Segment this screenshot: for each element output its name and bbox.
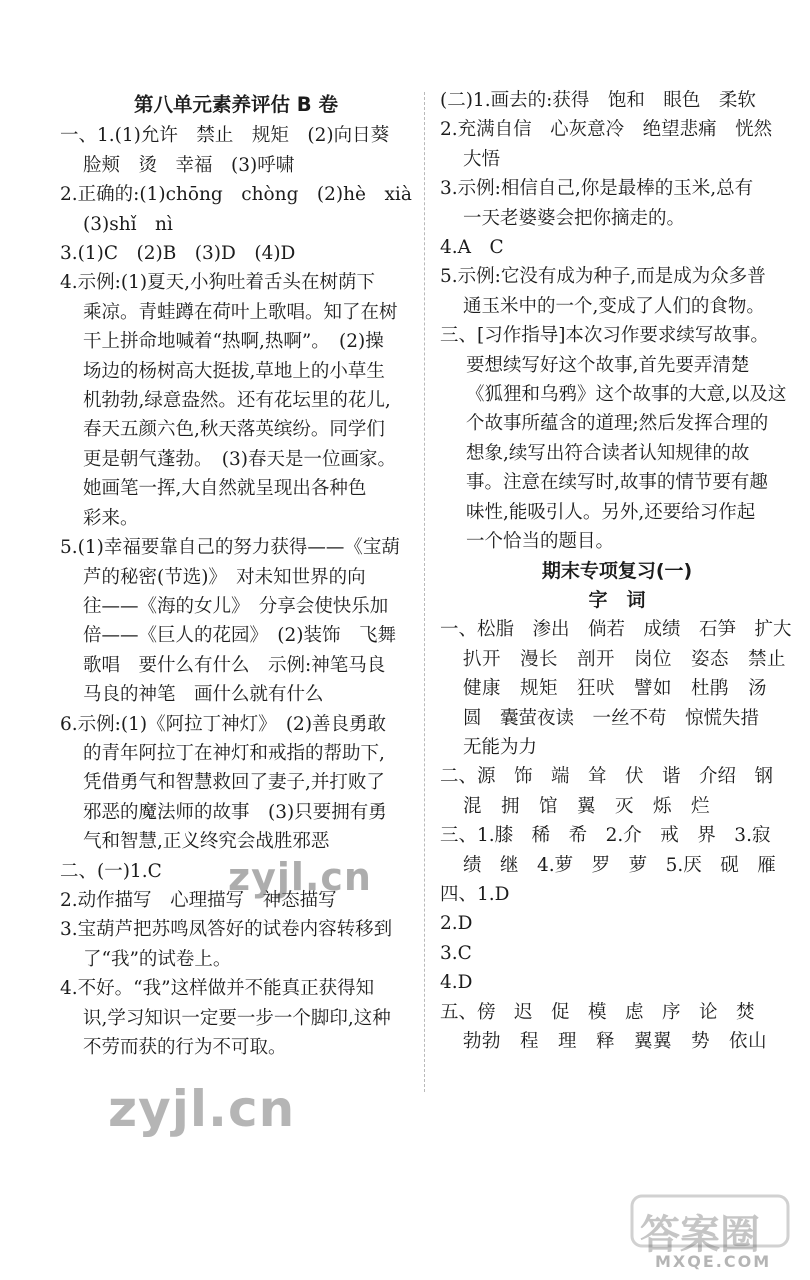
answer-line: (3)shǐ nì xyxy=(83,213,173,235)
answer-line: 春天五颜六色,秋天落英缤纷。同学们 xyxy=(83,419,385,441)
answer-line: 马良的神笔 画什么就有什么 xyxy=(83,684,324,706)
answer-line: 事。注意在续写时,故事的情节要有趣 xyxy=(466,472,768,494)
answer-line: 的青年阿拉丁在神灯和戒指的帮助下, xyxy=(83,742,385,764)
answer-line: 一天老婆婆会把你摘走的。 xyxy=(463,207,686,229)
answer-line: 芦的秘密(节选)》 对未知世界的向 xyxy=(83,566,366,588)
answer-line: 三、[习作指导]本次习作要求续写故事。 xyxy=(440,325,769,347)
answer-line: 4.不好。“我”这样做并不能真正获得知 xyxy=(60,978,375,1000)
answer-line: 2.正确的:(1)chōng chòng (2)hè xià xyxy=(60,184,412,206)
answer-line: 邪恶的魔法师的故事 (3)只要拥有勇 xyxy=(83,801,387,823)
answer-line: 5.(1)幸福要靠自己的努力获得——《宝葫 xyxy=(60,537,400,559)
answer-line: 3.(1)C (2)B (3)D (4)D xyxy=(60,243,296,265)
answer-line: 四、1.D xyxy=(440,883,510,905)
answer-line: 2.充满自信 心灰意冷 绝望悲痛 恍然 xyxy=(440,119,773,141)
answer-line: 2.D xyxy=(440,913,473,935)
watermark-text: zyjl.cn xyxy=(228,855,372,899)
answer-line: 勃勃 程 理 释 翼翼 势 依山 xyxy=(463,1031,768,1052)
answer-line: 《狐狸和乌鸦》这个故事的大意,以及这 xyxy=(466,384,787,406)
answer-line: 通玉米中的一个,变成了人们的食物。 xyxy=(463,295,765,317)
watermark-logo-text: 答案圈 xyxy=(640,1212,760,1258)
answer-line: 4.示例:(1)夏天,小狗吐着舌头在树荫下 xyxy=(60,272,375,294)
answer-line: 彩来。 xyxy=(83,507,139,529)
answer-line: 3.示例:相信自己,你是最棒的玉米,总有 xyxy=(440,178,754,200)
answer-line: 二、源 饰 端 耸 伏 谐 介绍 钢 xyxy=(440,766,774,788)
answer-line: 五、傍 迟 促 模 虑 序 论 焚 xyxy=(440,1001,755,1023)
answer-line: 识,学习知识一定要一步一个脚印,这种 xyxy=(83,1007,391,1029)
answer-line: 5.示例:它没有成为种子,而是成为众多普 xyxy=(440,266,766,288)
answer-line: 混 拥 馆 翼 灭 烁 烂 xyxy=(463,795,711,817)
answer-line: 味性,能吸引人。另外,还要给习作起 xyxy=(466,501,756,523)
answer-line: 4.A C xyxy=(440,237,504,259)
answer-line: 歌唱 要什么有什么 示例:神笔马良 xyxy=(83,654,386,676)
answer-line: 二、(一)1.C xyxy=(60,860,162,882)
answer-line: 不劳而获的行为不可取。 xyxy=(83,1037,287,1058)
answer-line: 4.D xyxy=(440,972,473,994)
answer-line: 要想续写好这个故事,首先要弄清楚 xyxy=(466,354,750,376)
page-title: 第八单元素养评估 B 卷 xyxy=(134,93,338,116)
answer-line: (二)1.画去的:获得 饱和 眼色 柔软 xyxy=(440,90,756,111)
answer-line: 健康 规矩 狂吠 譬如 杜鹃 汤 xyxy=(463,678,768,700)
answer-line: 绩 继 4.萝 罗 萝 5.厌 砚 雁 xyxy=(463,854,776,876)
answer-line: 个故事所蕴含的道理;然后发挥合理的 xyxy=(466,413,769,435)
column-divider xyxy=(424,92,425,1092)
answer-line: 乘凉。青蛙蹲在荷叶上歌唱。知了在树 xyxy=(83,301,398,323)
section-title: 期末专项复习(一) xyxy=(541,559,693,582)
watermark-text: zyjl.cn xyxy=(108,1080,296,1138)
answer-line: 想象,续写出符合读者认知规律的故 xyxy=(466,442,750,464)
answer-line: 无能为力 xyxy=(463,736,538,758)
answer-line: 一、松脂 渗出 倘若 成绩 石笋 扩大 xyxy=(440,619,792,641)
answer-line: 机勃勃,绿意盎然。还有花坛里的花儿, xyxy=(83,390,391,412)
answer-line: 往——《海的女儿》 分享会使快乐加 xyxy=(83,595,389,617)
answer-line: 一个恰当的题目。 xyxy=(466,531,615,553)
watermark-logo-url: MXQE.COM xyxy=(655,1252,772,1271)
right-column xyxy=(440,86,794,1056)
answer-line: 扒开 漫长 剖开 岗位 姿态 禁止 xyxy=(463,648,787,670)
answer-line: 3.C xyxy=(440,942,472,964)
answer-line: 三、1.膝 稀 希 2.介 戒 界 3.寂 xyxy=(440,825,771,847)
left-column xyxy=(60,86,412,1062)
answer-line: 了“我”的试卷上。 xyxy=(83,948,232,970)
answer-line: 她画笔一挥,大自然就呈现出各种色 xyxy=(83,478,367,500)
answer-line: 气和智慧,正义终究会战胜邪恶 xyxy=(83,831,330,853)
answer-line: 凭借勇气和智慧救回了妻子,并打败了 xyxy=(83,772,385,794)
answer-line: 大悟 xyxy=(463,148,501,170)
answer-line: 2.动作描写 心理描写 神态描写 xyxy=(60,889,337,911)
answer-line: 一、1.(1)允许 禁止 规矩 (2)向日葵 xyxy=(60,125,390,147)
answer-line: 6.示例:(1)《阿拉丁神灯》 (2)善良勇敢 xyxy=(60,713,387,735)
answer-line: 圆 囊萤夜读 一丝不苟 惊慌失措 xyxy=(463,707,760,729)
answer-line: 脸颊 烫 幸福 (3)呼啸 xyxy=(83,154,295,176)
answer-line: 场边的杨树高大挺拔,草地上的小草生 xyxy=(83,360,385,382)
answer-line: 干上拼命地喊着“热啊,热啊”。 (2)操 xyxy=(83,331,384,353)
answer-line: 倍——《巨人的花园》 (2)装饰 飞舞 xyxy=(83,625,396,647)
answer-line: 更是朝气蓬勃。 (3)春天是一位画家。 xyxy=(83,448,396,470)
answer-line: 3.宝葫芦把苏鸣凤答好的试卷内容转移到 xyxy=(60,919,393,941)
section-subtitle: 字 词 xyxy=(588,588,646,611)
